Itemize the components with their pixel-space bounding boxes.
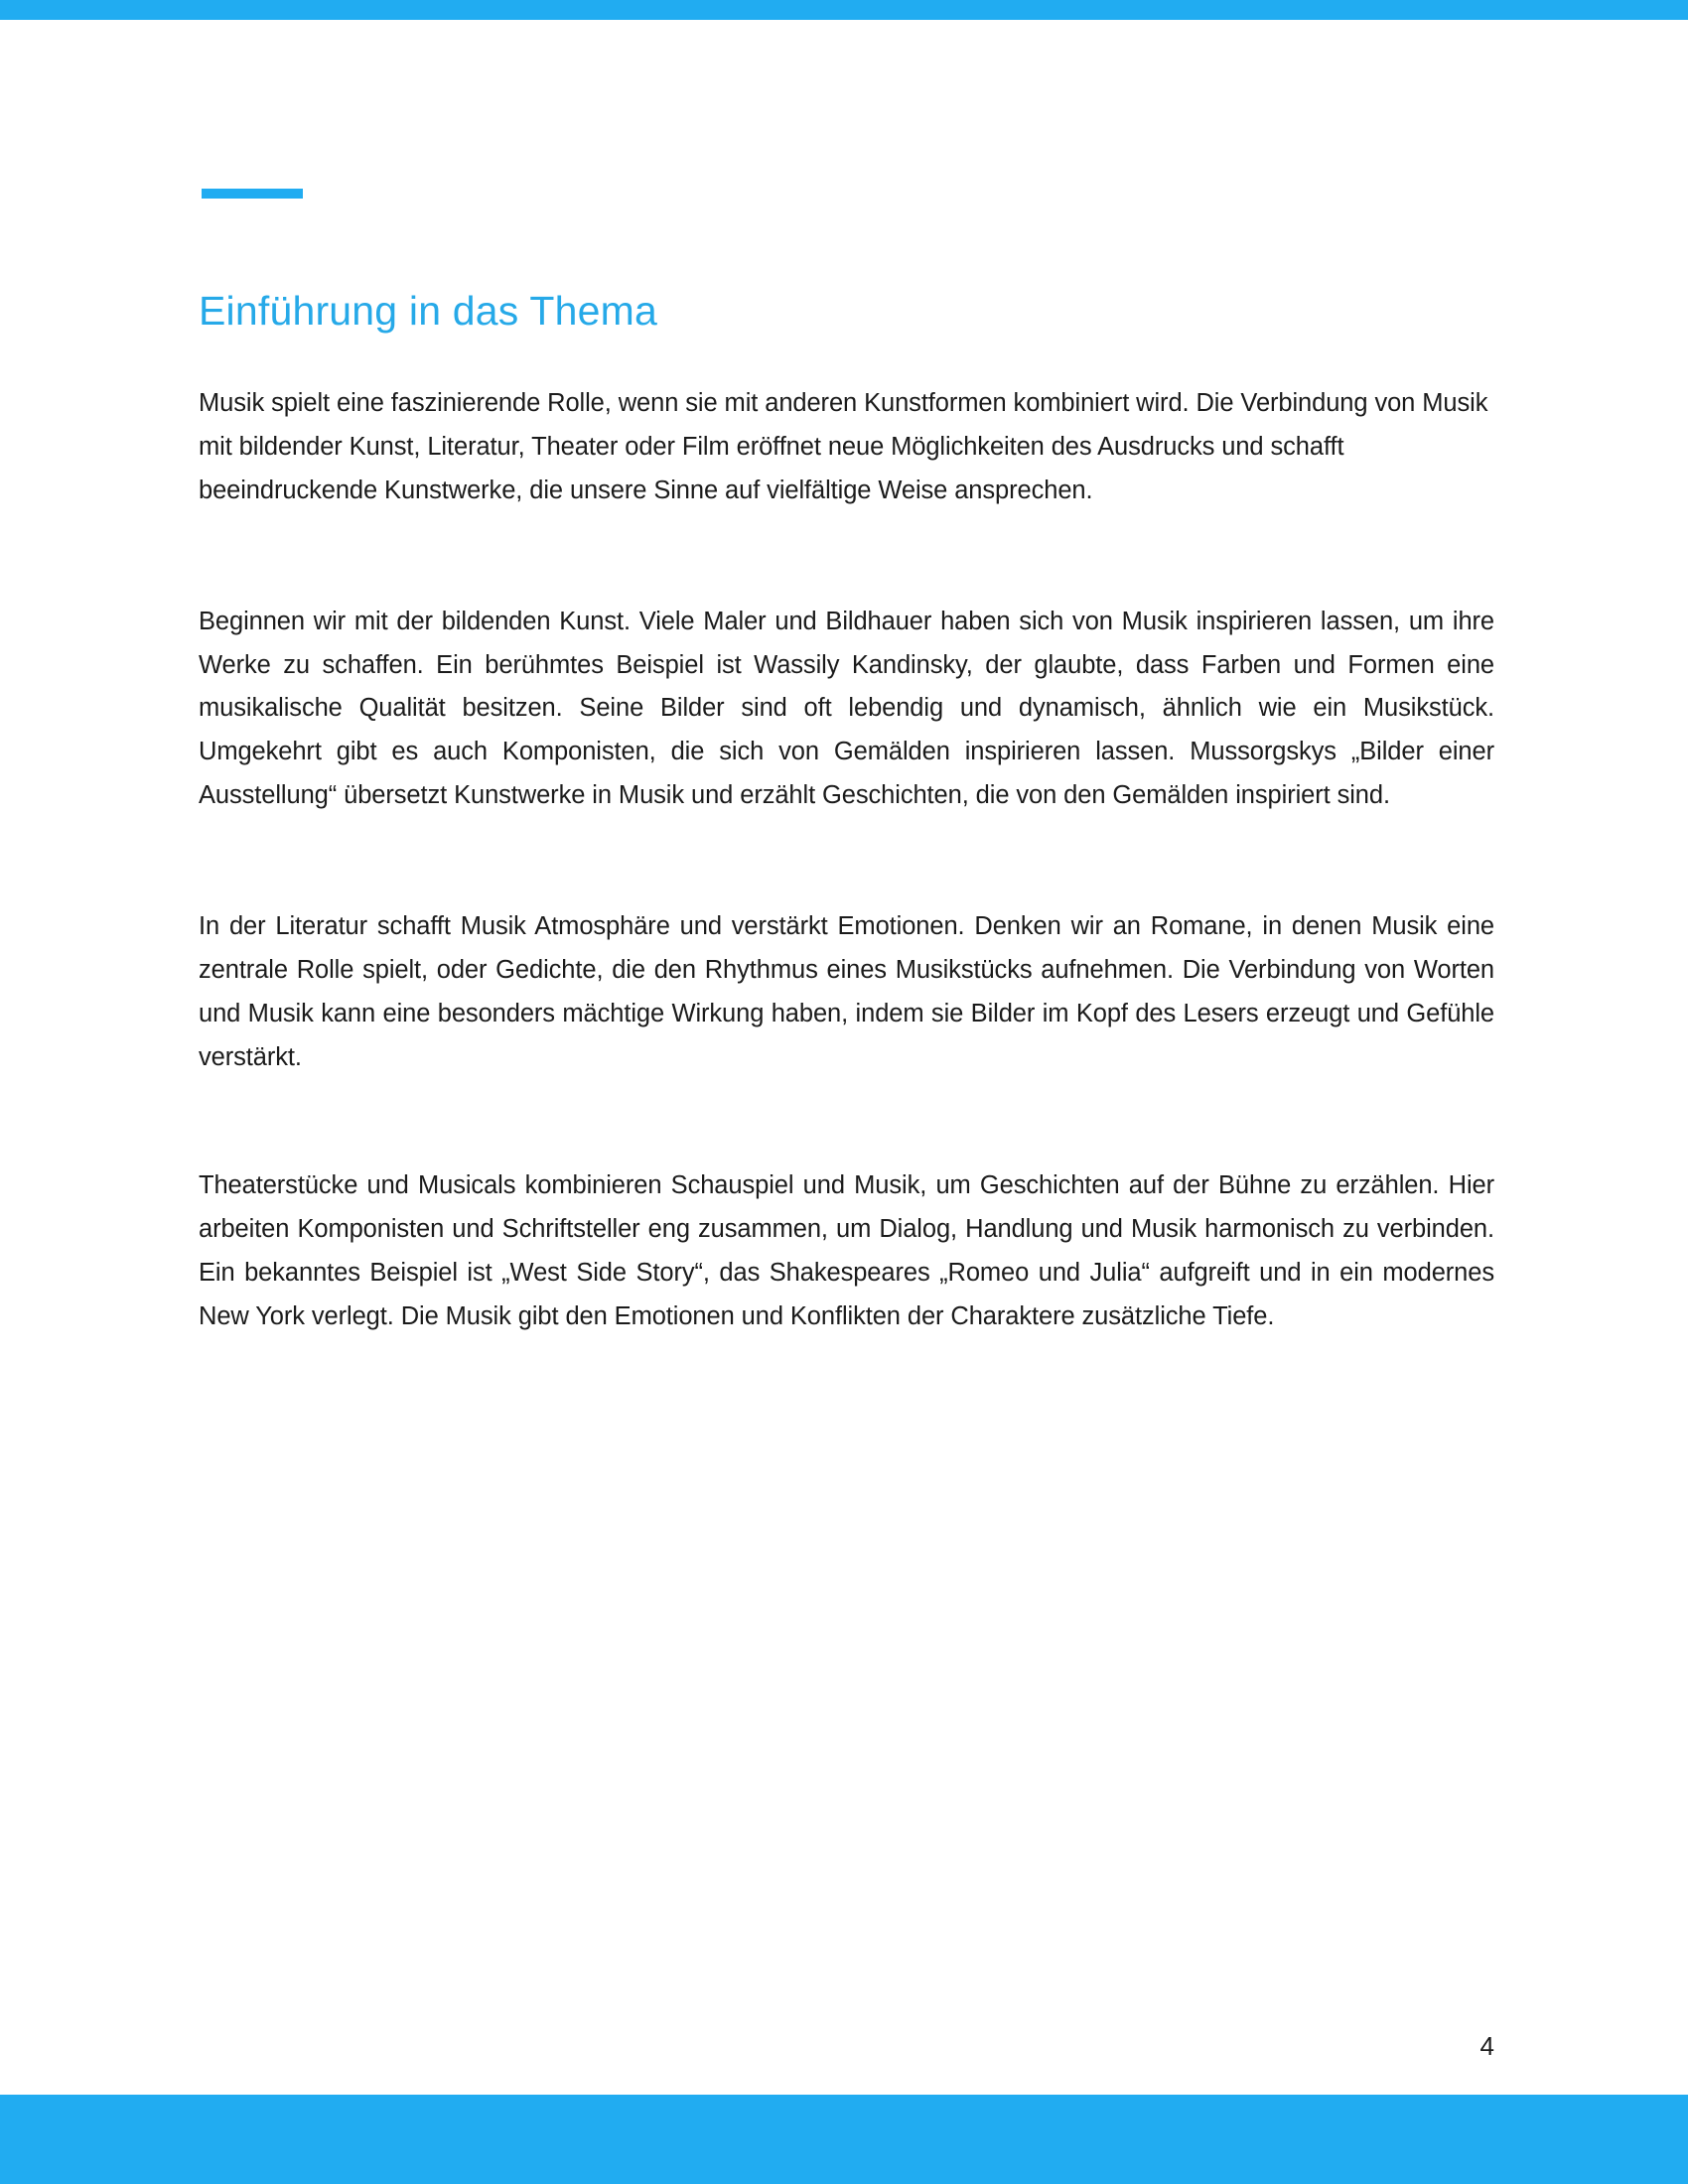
paragraph-bildende-kunst: Beginnen wir mit der bildenden Kunst. Viele Maler und Bildhauer haben sich von Musik inspirieren lassen, um ihre Werke zu schaffen. Ein berühmtes Beispiel ist Wassily Kandinsky, der glaubte, dass Farben und Formen eine musikalische Qualität besitzen. Seine Bilder sind oft lebendig und dynamisch, ähnlich wie ein Musikstück. Umgekehrt gibt es auch Komponisten, die sich von Gemälden inspirieren lassen. Mussorgskys „Bilder einer Ausstellung“ übersetzt Kunstwerke in Musik und erzählt Geschichten, die von den Gemälden inspiriert sind. — [199, 607, 1494, 810]
page-number: 4 — [1479, 2031, 1494, 2061]
paragraph-spacer — [199, 513, 1494, 601]
top-accent-bar — [0, 0, 1688, 20]
paragraph-theater-musicals: Theaterstücke und Musicals kombinieren Schauspiel und Musik, um Geschichten auf der Bühne zu erzählen. Hier arbeiten Komponisten und Schriftsteller eng zusammen, um Dialog, Handlung und Musik harmonisch zu verbinden. Ein bekanntes Beispiel ist „West Side Story“, das Shakespeares „Romeo und Julia“ aufgreift und in ein modernes New York verlegt. Die Musik gibt den Emotionen und Konflikten der Charaktere zusätzliche Tiefe. — [199, 1171, 1494, 1331]
page-title: Einführung in das Thema — [199, 288, 657, 334]
page-content — [199, 288, 1494, 1339]
paragraph-spacer — [199, 818, 1494, 905]
paragraph-literatur: In der Literatur schafft Musik Atmosphäre und verstärkt Emotionen. Denken wir an Romane, in denen Musik eine zentrale Rolle spielt, oder Gedichte, die den Rhythmus eines Musikstücks aufnehmen. Die Verbindung von Worten und Musik kann eine besonders mächtige Wirkung haben, indem sie Bilder im Kopf des Lesers erzeugt und Gefühle verstärkt. — [199, 912, 1494, 1071]
paragraph-intro: Musik spielt eine faszinierende Rolle, wenn sie mit anderen Kunstformen kombiniert wird. Die Verbindung von Musik mit bildender Kunst, Literatur, Theater oder Film eröffnet neue Möglichkeiten des Ausdrucks und schafft beeindruckende Kunstwerke, die unsere Sinne auf vielfältige Weise ansprechen. — [199, 389, 1488, 504]
paragraph-spacer — [199, 1079, 1494, 1164]
bottom-accent-bar — [0, 2095, 1688, 2184]
heading-accent-dash — [202, 189, 303, 199]
